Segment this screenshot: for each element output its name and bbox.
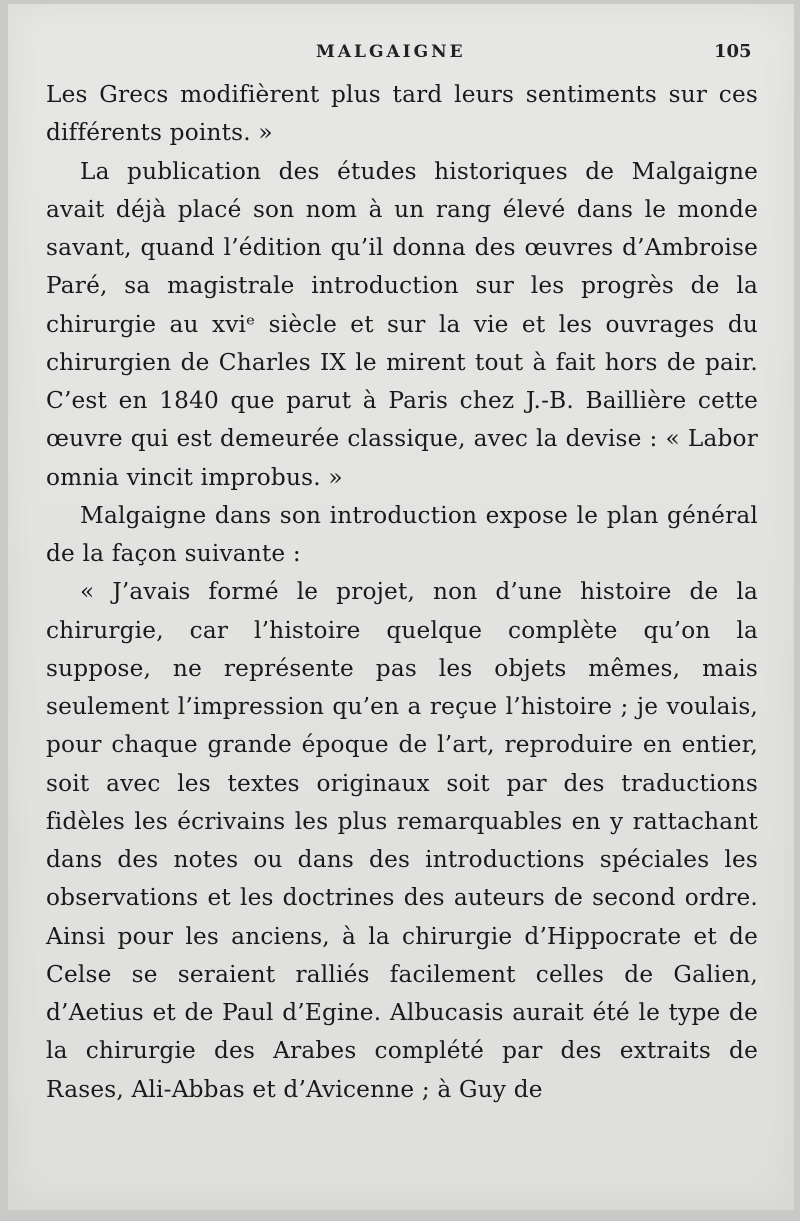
paragraph: Malgaigne dans son introduction expose le plan général de la façon suivante :	[46, 501, 758, 567]
page-number: 105	[714, 41, 752, 62]
paragraph-continuation: Les Grecs modifièrent plus tard leurs sentiments sur ces différents points. »	[46, 81, 758, 147]
body-text	[46, 76, 758, 1109]
quoted-paragraph: « J’avais formé le projet, non d’une histoire de la chirurgie, car l’histoire quelque complète qu’on la suppose, ne représente pas les objets mêmes, mais seulement l’impression qu’en a reçue l’histoire ; je voulais, pour chaque grande époque de l’art, reproduire en entier, soit avec les textes originaux soit par des traductions fidèles les écrivains les plus remarquables en y rattachant dans des notes ou dans des introductions spéciales les observations et les doctrines des auteurs de second ordre. Ainsi pour les anciens, à la chirurgie d’Hippocrate et de Celse se seraient ralliés facilement celles de Galien, d’Aetius et de Paul d’Egine. Albucasis aurait été le type de la chirurgie des Arabes complété par des extraits de Rases, Ali-Abbas et d’Avicenne ; à Guy de	[46, 578, 758, 1103]
paragraph: La publication des études historiques de Malgaigne avait déjà placé son nom à un rang élevé dans le monde savant, quand l’édition qu’il donna des œuvres d’Ambroise Paré, sa magistrale introduction sur les progrès de la chirurgie au xviᵉ siècle et sur la vie et les ouvrages du chirurgien de Charles IX le mirent tout à fait hors de pair. C’est en 1840 que parut à Paris chez J.-B. Baillière cette œuvre qui est demeurée classique, avec la devise : « Labor omnia vincit improbus. »	[46, 157, 758, 491]
running-head: MALGAIGNE	[316, 42, 466, 62]
book-page	[8, 4, 794, 1210]
